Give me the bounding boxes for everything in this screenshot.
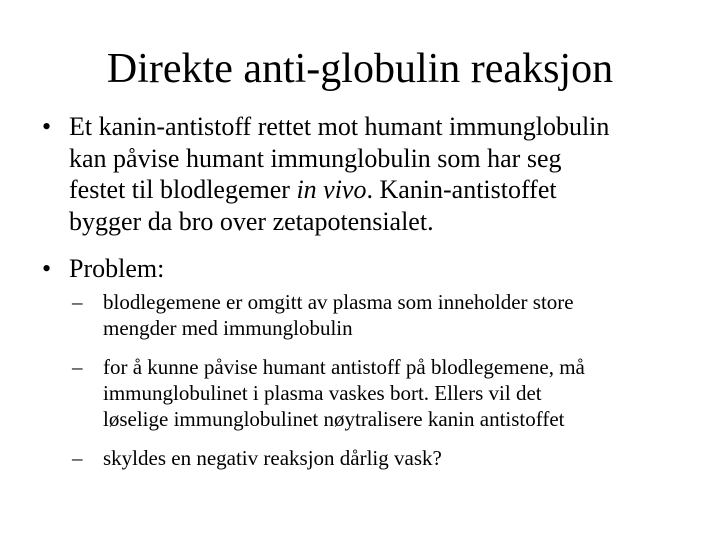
sub-bullet-text bbox=[103, 445, 693, 471]
bullet-icon: • bbox=[42, 112, 52, 141]
bullet-text bbox=[69, 253, 689, 285]
bullet-line: Problem: bbox=[69, 254, 165, 283]
sub-bullet-line: for å kunne påvise humant antistoff på blodlegemene, må bbox=[103, 355, 585, 379]
dash-icon: – bbox=[72, 355, 83, 379]
bullet-line-part: . Kanin-antistoffet bbox=[366, 175, 557, 204]
sub-bullet-line: løselige immunglobulinet nøytralisere kanin antistoffet bbox=[103, 407, 565, 432]
sub-bullet-line: mengder med immunglobulin bbox=[103, 316, 353, 341]
sub-bullet-line: skyldes en negativ reaksjon dårlig vask? bbox=[103, 446, 442, 470]
bullet-text bbox=[69, 111, 689, 237]
slide-title: Direkte anti-globulin reaksjon bbox=[106, 46, 614, 92]
bullet-line: kan påvise humant immunglobulin som har seg bbox=[69, 143, 562, 173]
dash-icon: – bbox=[72, 290, 83, 314]
bullet-line: Et kanin-antistoff rettet mot humant immunglobulin bbox=[69, 112, 610, 141]
sub-bullet-text bbox=[103, 354, 693, 433]
dash-icon: – bbox=[72, 446, 83, 470]
bullet-icon: • bbox=[42, 254, 52, 283]
bullet-line-part: festet til blodlegemer bbox=[69, 175, 297, 204]
bullet-line: bygger da bro over zetapotensialet. bbox=[69, 206, 434, 236]
sub-bullet-text bbox=[103, 289, 693, 341]
italic-term: in vivo bbox=[296, 175, 367, 204]
sub-bullet-line: blodlegemene er omgitt av plasma som inneholder store bbox=[103, 290, 574, 314]
sub-bullet-line: immunglobulinet i plasma vaskes bort. Ellers vil det bbox=[103, 381, 542, 406]
bullet-line bbox=[69, 174, 689, 206]
